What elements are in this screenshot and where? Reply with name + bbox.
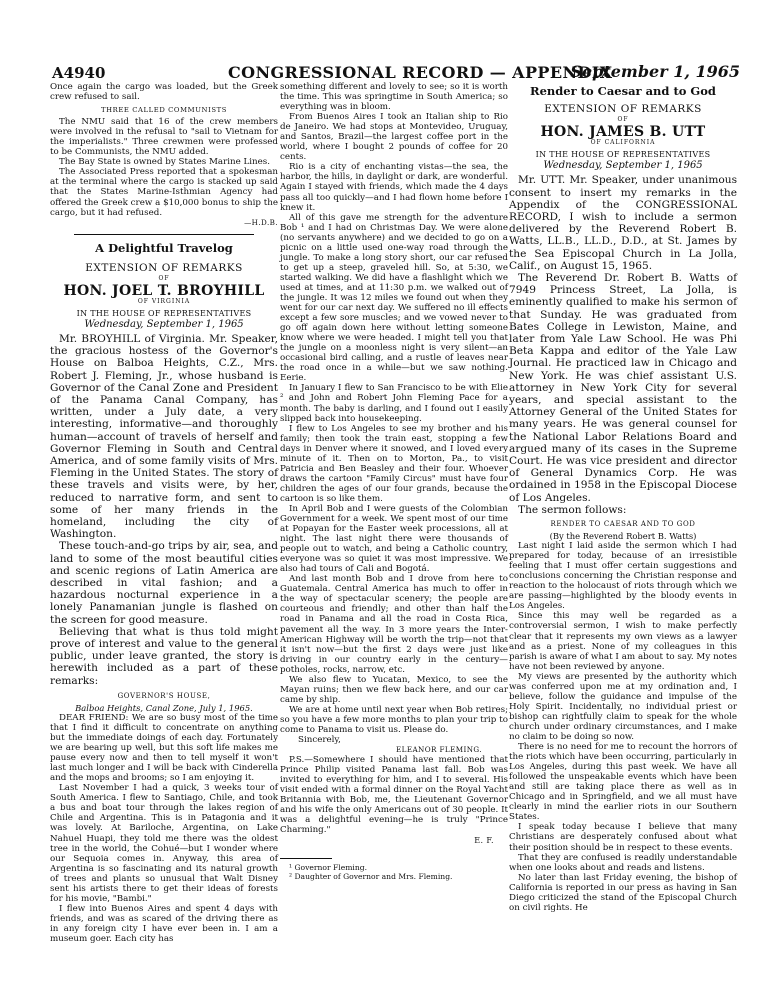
paragraph: These touch-and-go trips by air, sea, and land to some of the most beautiful cities and scenic regions of Latin America are described in vital fashion; and a hazardous nocturnal experience in a lonely Panamanian jungle is flashed on the screen for good measure. [50, 540, 278, 626]
paragraph: There is no need for me to recount the horrors of the riots which have been occurring, particularly in Los Angeles, during this past week. We have all followed the unspeakable events which have been and still are taking place there as well as in Chicago and in Springfield, and we all must have clearly in mind the earlier riots in our Southern States. [509, 742, 737, 823]
of-label: OF [617, 116, 629, 124]
article-body [50, 333, 278, 687]
remarks-date: Wednesday, September 1, 1965 [84, 318, 244, 330]
paragraph: We are at home until next year when Bob retires; so you have a few more months to plan your trip to come to Panama to visit us. Please do. [280, 704, 508, 735]
letter-place: Balboa Heights, Canal Zone, July 1, 1965. [75, 702, 253, 713]
article-body [509, 174, 737, 516]
paragraph: Mr. UTT. Mr. Speaker, under unanimous consent to insert my remarks in the Appendix of the CONGRESSIONAL RECORD, I wish to include a sermon delivered by the Reverend Robert B. Watts, LL.B., LL.D., D.D., at St. James by the Sea Episcopal Church in La Jolla, Calif., on August 15, 1965. [509, 174, 737, 272]
paragraph: I speak today because I believe that many Christians are desperately confused about what their position should be in respect to these events. [509, 822, 737, 853]
author-initials: —H.D.B. [244, 217, 278, 227]
member-name: HON. JAMES B. UTT [540, 124, 706, 141]
footnote: ² Daughter of Governor and Mrs. Fleming. [289, 872, 453, 882]
closing: Sincerely, [298, 735, 341, 746]
sermon-title: RENDER TO CAESAR AND TO GOD [550, 520, 696, 529]
subheading: THREE CALLED COMMUNISTS [100, 106, 228, 115]
letter-heading: GOVERNOR'S HOUSE, [117, 691, 211, 700]
paragraph: In April Bob and I were guests of the Colombian Government for a week. We spent most of our time at Popayan for the Easter week processions, all at night. The last night there were thousands of people out to watch, and being a Catholic country, everyone was so quiet it was most impressive. We also had tours of Cali and Bogotá. [280, 503, 508, 575]
extension-of-remarks: EXTENSION OF REMARKS [544, 103, 702, 116]
paragraph: The Reverend Dr. Robert B. Watts of 7949 Princess Street, La Jolla, is eminently qualified to make his sermon of that Sunday. He was graduated from Bates College in Lewiston, Maine, and later from Yale Law School. He was Phi Beta Kappa and editor of the Yale Law Journal. He practiced law in Chicago and New York. He was chief assistant U.S. attorney in New York City for several years, and special assistant to the Attorney General of the United States for many years. He was general counsel for the National Labor Relations Board and argued many of its cases in the Supreme Court. He was vice president and director of General Dynamics Corp. He was ordained in 1958 in the Episcopal Diocese of Los Angeles. [509, 271, 737, 504]
member-state: OF VIRGINIA [137, 297, 191, 305]
sermon-byline: (By the Reverend Robert B. Watts) [549, 531, 697, 542]
paragraph: I flew into Buenos Aires and spent 4 days with friends, and was as scared of the driving there as in any foreign city I have ever been in. I am a museum goer. Each city has [50, 903, 278, 944]
paragraph: Believing that what is thus told might prove of interest and value to the general public, under leave granted, the story is herewith included as a part of these remarks: [50, 625, 278, 687]
paragraph: That they are confused is readily understandable when one looks about and reads and listens. [509, 852, 737, 873]
paragraph: Rio is a city of enchanting vistas—the sea, the harbor, the hills, in daylight or dark, are wonderful. Again I stayed with friends, which made the 4 days pass all too quickly—and I had flown home before I knew it. [280, 162, 508, 213]
chamber: IN THE HOUSE OF REPRESENTATIVES [535, 150, 711, 160]
paragraph: The sermon follows: [518, 503, 627, 516]
of-label: OF [158, 274, 170, 282]
footnote: ¹ Governor Fleming. [289, 862, 368, 872]
member-state: OF CALIFORNIA [590, 139, 656, 147]
article-title: A Delightful Travelog [95, 240, 233, 255]
paragraph: Since this may well be regarded as a controversial sermon, I wish to make perfectly clear that it represents my own views as a lawyer and as a priest. None of my colleagues in this parish is aware of what I am about to say. My notes have not been reviewed by anyone. [509, 611, 737, 672]
footnote-divider [280, 858, 332, 859]
paragraph: something different and lovely to see; so it is worth the time. This was springtime in South America; so everything was in bloom. [280, 82, 508, 113]
paragraph: P.S.—Somewhere I should have mentioned that Prince Philip visited Panama last fall. Bob was invited to everything for him, and I to several. His visit ended with a formal dinner on the Royal Yacht Britannia with Bob, me, the Lieutenant Governor and his wife the only Americans out of 30 people. It was a delightful evening—he is truly "Prince Charming." [280, 755, 508, 836]
paragraph: Mr. BROYHILL of Virginia. Mr. Speaker, the gracious hostess of the Governor's House on Balboa Heights, C.Z., Mrs. Robert J. Fleming, Jr., whose husband is Governor of the Canal Zone and President of the Panama Canal Company, has written, under a July date, a very interesting, informative—and thoroughly human—account of travels of herself and Governor Fleming in South and Central America, and of some family visits of Mrs. Fleming in the United States. The story of these travels and visits were, by her, reduced to narrative form, and sent to some of her many friends in the homeland, including the city of Washington. [50, 332, 278, 541]
remarks-date: Wednesday, September 1, 1965 [543, 160, 703, 172]
paragraph: My views are presented by the authority which was conferred upon me at my ordination and, I believe, follow the guidance and impulse of the Holy Spirit. Incidentally, no individual priest or bishop can rightfully claim to speak for the whole church under ordinary circumstances, and I make no claim to be doing so now. [509, 671, 737, 742]
paragraph: We also flew to Yucatan, Mexico, to see the Mayan ruins; then we flew back here, and our car came by ship. [280, 674, 508, 705]
publication-title: CONGRESSIONAL RECORD — APPENDIX [228, 63, 613, 82]
paragraph: All of this gave me strength for the adventure Bob ¹ and I had on Christmas Day. We were alone (no servants anywhere) and we decided to go on a picnic on a little used one-way road through the jungle. To make a long story short, our car refused to get up a steep, graveled hill. So, at 5:30, we started walking. We did have a flashlight which we used at times, and at 11:30 p.m. we walked out of the jungle. It was 12 miles we found out when they went for our car next day. We suffered no ill effects except a few sore muscles; and we vowed never to go off again down here without letting someone know where we were headed. I might tell you that the jungle on a moonless night is very silent—an occasional bird calling, and a rustle of leaves near the road once in a while—but we saw nothing. Eerie. [280, 212, 508, 384]
paragraph: In January I flew to San Francisco to be with Elie ² and John and Robert John Fleming Pace for a month. The baby is darling, and I found out I easily slipped back into housekeeping. [280, 383, 508, 424]
column-1 [50, 82, 278, 944]
member-name: HON. JOEL T. BROYHILL [63, 282, 265, 299]
paragraph: Once again the cargo was loaded, but the Greek crew refused to sail. [50, 82, 278, 103]
extension-of-remarks: EXTENSION OF REMARKS [85, 261, 243, 274]
page-number: A4940 [52, 64, 106, 82]
column-3 [509, 82, 737, 932]
paragraph: The NMU said that 16 of the crew members were involved in the refusal to "sail to Vietnam for the imperialists." Three crewmen were professed to be Communists, the NMU added. [50, 117, 278, 158]
column-2 [280, 82, 508, 932]
divider [74, 234, 254, 235]
paragraph: The Associated Press reported that a spokesman at the terminal where the cargo is stacked up said that the States Marine-Isthmian Agency had offered the Greek crew a $10,000 bonus to ship the cargo, but it had refused. [50, 167, 278, 218]
signature: ELEANOR FLEMING. [396, 745, 482, 755]
chamber: IN THE HOUSE OF REPRESENTATIVES [76, 308, 252, 318]
paragraph: DEAR FRIEND: We are so busy most of the time that I find it difficult to concentrate on anything but the immediate doings of each day. Fortunately we are bearing up well, but this soft life makes me pause every now and then to tell myself it won't last much longer and I will be back with Cinderella and the mops and brooms; so I am enjoying it. [50, 712, 278, 784]
issue-date: September 1, 1965 [570, 62, 740, 81]
paragraph: The Bay State is owned by States Marine Lines. [59, 157, 270, 168]
paragraph: Last night I laid aside the sermon which I had prepared for today, because of an irresistible feeling that I must offer certain suggestions and conclusions concerning the Christian response and reaction to the holocaust of riots through which we are passing—highlighted by the bloody events in Los Angeles. [509, 541, 737, 612]
paragraph: Last November I had a quick, 3 weeks tour of South America. I flew to Santiago, Chile, and took a bus and boat tour through the lakes region of Chile and Argentina. This is in Patagonia and it was lovely. At Bariloche, Argentina, on Lake Nahuel Huapi, they told me there was the oldest tree in the world, the Cohué—but I wonder where our Sequoia comes in. Anyway, this area of Argentina is so fascinating and its natural growth of trees and plants so unusual that Walt Disney sent his artists there to get their ideas of forests for his movie, "Bambi." [50, 783, 278, 904]
paragraph: No later than last Friday evening, the bishop of California is reported in our press as having in San Diego criticized the stand of the Episcopal Church on civil rights. He [509, 872, 737, 913]
article-title: Render to Caesar and to God [530, 84, 716, 98]
paragraph: From Buenos Aires I took an Italian ship to Rio de Janeiro. We had stops at Montevideo, Uruguay, and Santos, Brazil—the largest coffee port in the world, where I bought 2 pounds of coffee for 20 cents. [280, 112, 508, 163]
paragraph: I flew to Los Angeles to see my brother and his family; then took the train east, stopping a few days in Denver where it snowed, and I loved every minute of it. Then on to Morton, Pa., to visit Patricia and Ben Beasley and their four. Whoever draws the cartoon "Family Circus" must have four children the ages of our four grands, because the cartoon is so like them. [280, 423, 508, 504]
paragraph: And last month Bob and I drove from here to Guatemala. Central America has much to offer in the way of spectacular scenery; the people are courteous and friendly; and other than half the road in Panama and all the road in Costa Rica, pavement all the way. In 3 more years the Inter-American Highway will be worth the trip—not that it isn't now—but the first 2 days were just like driving in our country early in the century—potholes, rocks, narrow, etc. [280, 574, 508, 675]
postscript-initials: E. F. [474, 835, 494, 845]
